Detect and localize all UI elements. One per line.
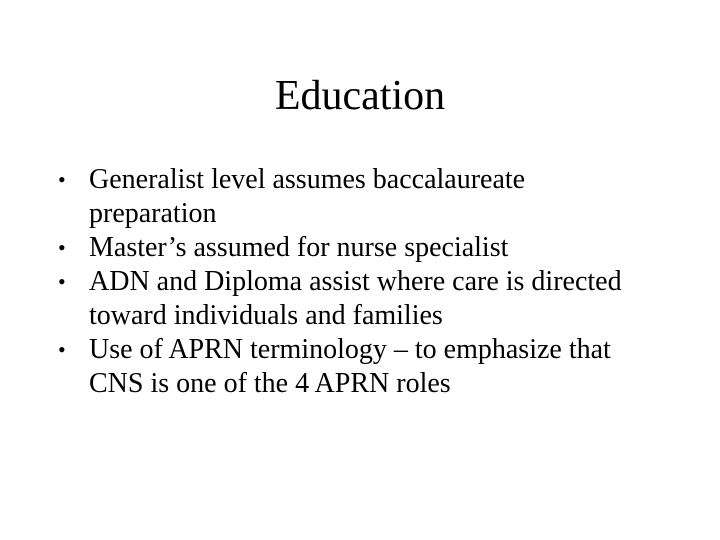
- bullet-text: Use of APRN terminology – to emphasize that CNS is one of the 4 APRN roles: [89, 334, 611, 399]
- bullet-icon: •: [58, 167, 66, 192]
- bullet-list: [58, 163, 658, 401]
- bullet-item-generalist: [58, 163, 658, 231]
- slide-title: Education: [274, 73, 446, 119]
- bullet-text: Generalist level assumes baccalaureate preparation: [89, 164, 526, 229]
- bullet-icon: •: [58, 269, 66, 294]
- bullet-item-masters: [58, 231, 658, 265]
- bullet-icon: •: [58, 235, 66, 260]
- bullet-text: Master’s assumed for nurse specialist: [89, 232, 509, 263]
- bullet-item-adn-diploma: [58, 265, 658, 333]
- bullet-text: ADN and Diploma assist where care is directed toward individuals and families: [89, 266, 622, 331]
- bullet-item-aprn-terminology: [58, 333, 658, 401]
- bullet-icon: •: [58, 337, 66, 362]
